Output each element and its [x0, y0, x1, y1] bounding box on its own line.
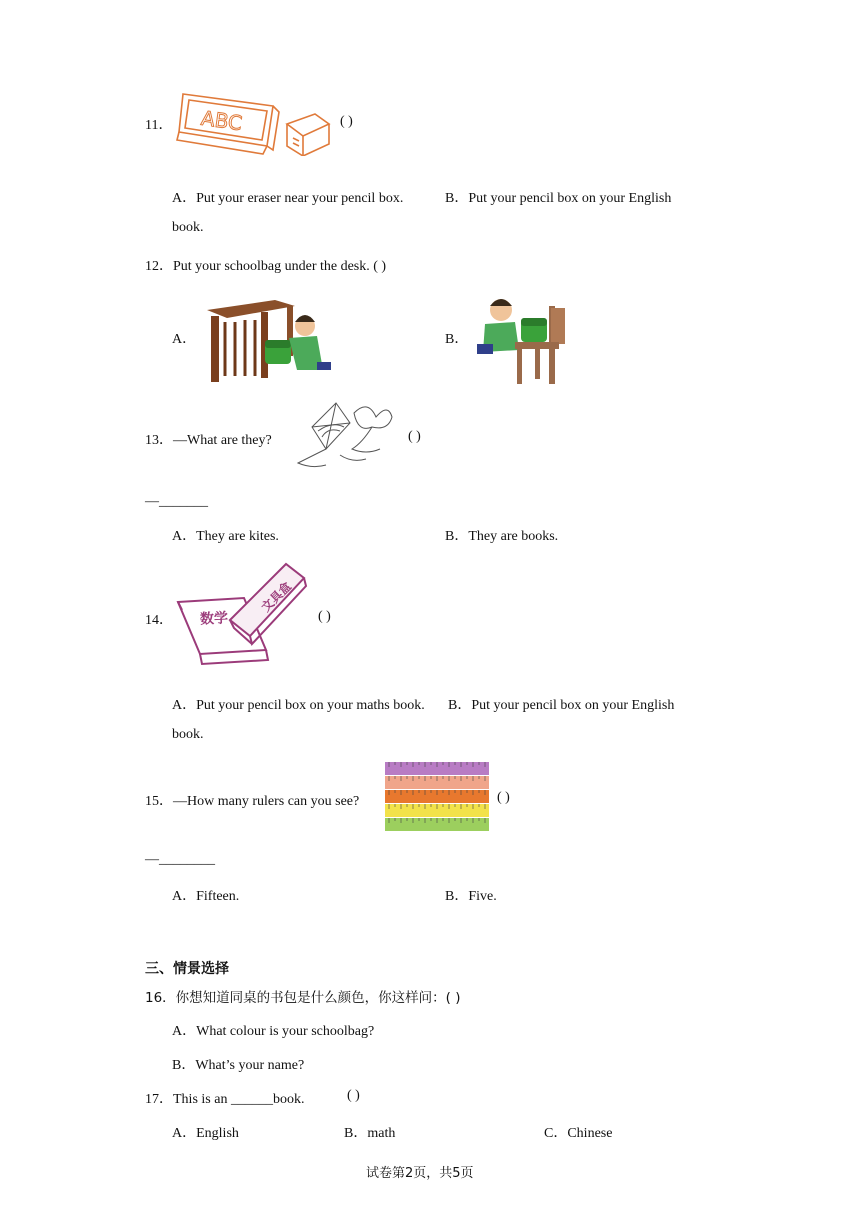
- q17-option-b[interactable]: B．math: [344, 1126, 396, 1141]
- q11-answer-bracket: ( ): [340, 114, 353, 129]
- q16-option-b[interactable]: B．What’s your name?: [172, 1058, 305, 1073]
- q16-option-a[interactable]: A．What colour is your schoolbag?: [172, 1024, 375, 1039]
- q13-stem: 13．—What are they?: [145, 433, 272, 448]
- q14-number: 14．: [145, 613, 173, 628]
- section-3-title: 三、情景选择: [145, 961, 229, 977]
- q11-option-b[interactable]: B．Put your pencil box on your English: [445, 191, 672, 206]
- q13-answer-bracket: ( ): [408, 429, 421, 444]
- chair-schoolbag-on-image: [475, 294, 570, 386]
- q17-option-c[interactable]: C．Chinese: [544, 1126, 613, 1141]
- abc-pencil-box-eraser-image: [175, 84, 335, 156]
- q15-answer-bracket: ( ): [497, 790, 510, 805]
- q16-stem: 16．你想知道同桌的书包是什么颜色，你这样问：( ): [145, 990, 461, 1006]
- q14-option-b-continued: book.: [172, 727, 204, 742]
- q12-option-a[interactable]: A．: [172, 332, 197, 347]
- q14-answer-bracket: ( ): [318, 609, 331, 624]
- maths-book-label: 数学: [199, 610, 229, 628]
- q15-option-a[interactable]: A．Fifteen.: [172, 889, 240, 904]
- q15-answer-line: —________: [145, 852, 215, 867]
- q11-option-b-continued: book.: [172, 220, 204, 235]
- q11-number: 11．: [145, 118, 173, 133]
- q13-answer-line: —_______: [145, 494, 208, 509]
- kites-sketch-image: [292, 397, 400, 473]
- q13-option-a[interactable]: A．They are kites.: [172, 529, 279, 544]
- pencil-box-on-maths-book-image: [174, 558, 309, 668]
- q14-option-b[interactable]: B．Put your pencil box on your English: [448, 698, 675, 713]
- q17-option-a[interactable]: A．English: [172, 1126, 239, 1141]
- svg-text:ABC: ABC: [199, 105, 244, 136]
- q12-option-b[interactable]: B．: [445, 332, 469, 347]
- desk-schoolbag-under-image: [205, 292, 335, 384]
- q14-option-a[interactable]: A．Put your pencil box on your maths book.: [172, 698, 425, 713]
- q13-option-b[interactable]: B．They are books.: [445, 529, 559, 544]
- five-rulers-image: [385, 761, 489, 833]
- q11-option-a[interactable]: A．Put your eraser near your pencil box.: [172, 191, 404, 206]
- pencil-box-label: 文具盒: [258, 579, 295, 615]
- q17-answer-bracket: ( ): [347, 1088, 360, 1103]
- q12-stem: 12．Put your schoolbag under the desk. ( ): [145, 259, 387, 274]
- page-footer: 试卷第2页，共5页: [366, 1166, 474, 1181]
- q17-stem: 17．This is an ______book.: [145, 1092, 305, 1107]
- q15-option-b[interactable]: B．Five.: [445, 889, 497, 904]
- q15-stem: 15．—How many rulers can you see?: [145, 794, 360, 809]
